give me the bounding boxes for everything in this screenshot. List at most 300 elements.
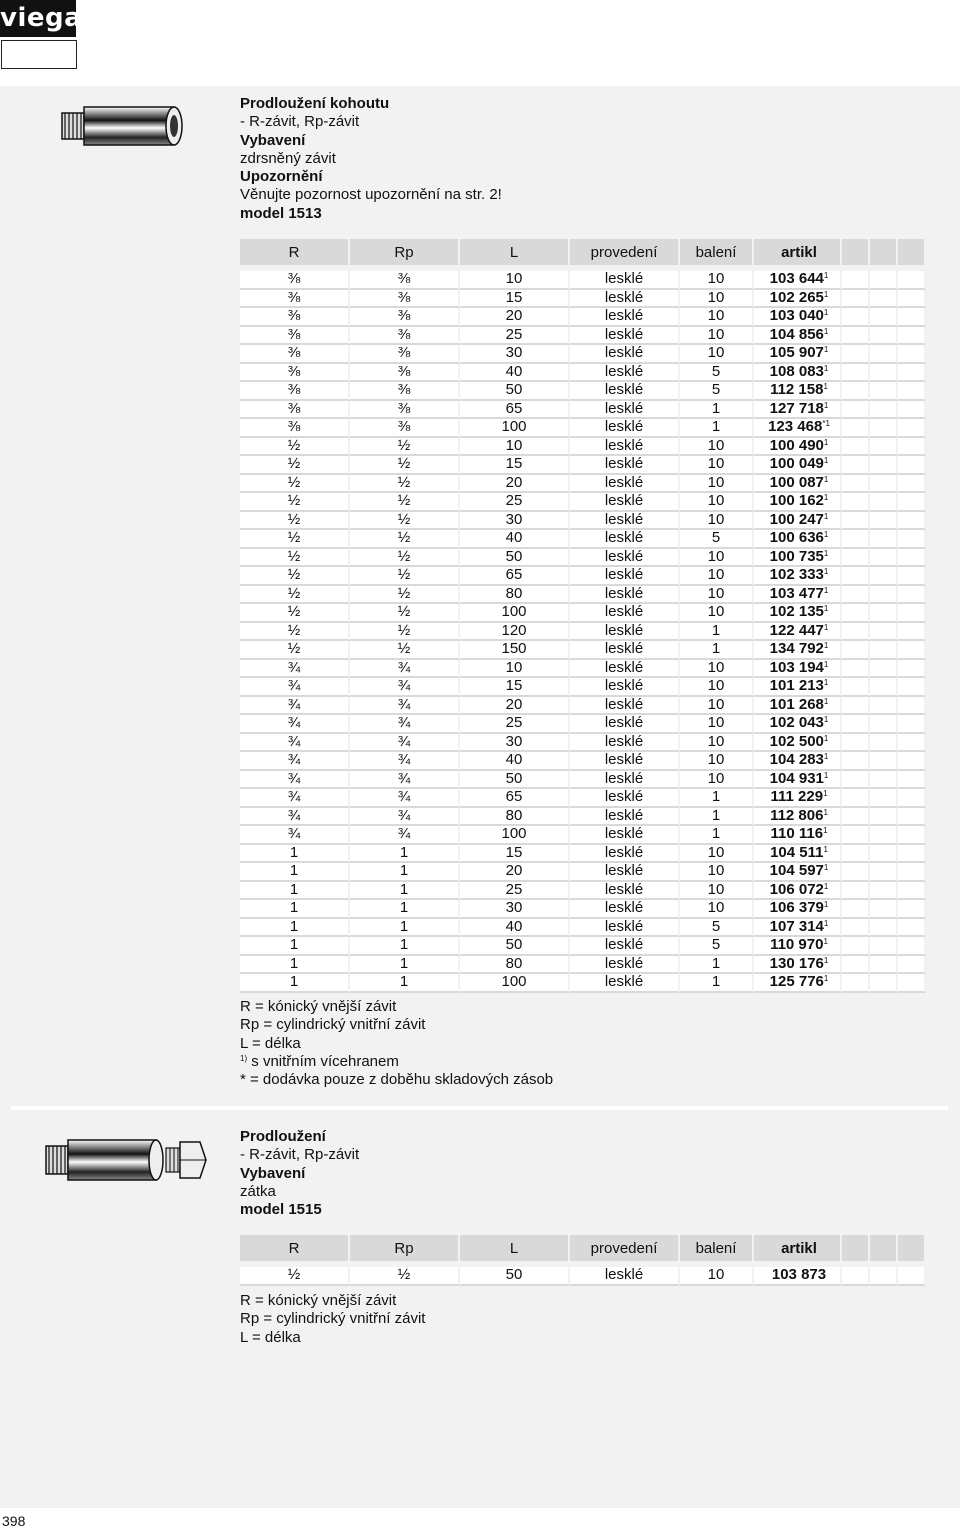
cell-empty [842,808,870,827]
article-number: 102 500 [769,732,824,750]
table-row [240,530,926,549]
cell-empty [898,974,926,993]
footnote-marker: 1 [823,308,829,318]
cell-l: 30 [460,345,570,364]
cell-artikl [754,808,842,827]
cell-baleni: 10 [680,660,754,679]
legend-note-text: s vnitřním vícehranem [247,1052,399,1070]
article-number: 123 468 [768,418,823,436]
cell-provedeni: lesklé [570,937,680,956]
table-row [240,604,926,623]
footnote-marker: 1 [823,937,828,947]
cell-l: 25 [460,882,570,901]
cell-empty [842,586,870,605]
cell-rp: 1 [350,863,460,882]
table-row [240,808,926,827]
table-row [240,697,926,716]
col-header-r: R [240,1235,350,1261]
cell-rp: ½ [350,1267,460,1286]
cell-r: ⅜ [240,345,350,364]
footnote-marker: 1 [823,770,829,780]
cell-provedeni: lesklé [570,956,680,975]
cell-baleni: 10 [680,715,754,734]
cell-artikl [754,549,842,568]
cell-provedeni: lesklé [570,697,680,716]
cell-l: 100 [460,826,570,845]
cell-rp: ⅜ [350,345,460,364]
cell-provedeni: lesklé [570,604,680,623]
cell-r: ¾ [240,789,350,808]
footnote-marker: 1 [823,456,829,466]
cell-empty [870,678,898,697]
cell-empty [870,660,898,679]
cell-empty [842,327,870,346]
cell-rp: ½ [350,549,460,568]
cell-rp: 1 [350,900,460,919]
cell-artikl [754,771,842,790]
cell-artikl [754,900,842,919]
cell-rp: ¾ [350,752,460,771]
section2-table [240,1235,926,1286]
cell-baleni: 10 [680,567,754,586]
cell-baleni: 1 [680,623,754,642]
cell-r: ½ [240,623,350,642]
cell-empty [898,734,926,753]
cell-baleni: 10 [680,271,754,290]
cell-rp: ½ [350,623,460,642]
article-number: 102 135 [769,603,824,621]
cell-empty [898,604,926,623]
cell-baleni: 10 [680,882,754,901]
cell-rp: ¾ [350,789,460,808]
cell-r: 1 [240,845,350,864]
cell-empty [898,956,926,975]
article-number: 112 806 [770,806,824,824]
cell-empty [898,919,926,938]
cell-baleni: 1 [680,826,754,845]
cell-empty [870,401,898,420]
cell-empty [870,715,898,734]
cell-baleni: 10 [680,549,754,568]
cell-empty [842,974,870,993]
col-header-empty [898,1235,926,1261]
col-header-provedeni: provedení [570,239,680,265]
cell-l: 25 [460,327,570,346]
cell-provedeni: lesklé [570,974,680,993]
table-row [240,586,926,605]
cell-baleni: 10 [680,327,754,346]
footnote-marker: 1 [823,678,829,688]
article-number: 122 447 [769,621,824,639]
cell-empty [898,789,926,808]
cell-provedeni: lesklé [570,715,680,734]
cell-r: 1 [240,937,350,956]
cell-provedeni: lesklé [570,327,680,346]
legend-note [240,1035,553,1053]
legend-note [240,1016,553,1034]
logo-box [1,40,77,69]
table-row [240,401,926,420]
cell-empty [898,715,926,734]
cell-artikl [754,586,842,605]
cell-empty [898,345,926,364]
cell-rp: ⅜ [350,382,460,401]
cell-baleni: 10 [680,678,754,697]
cell-empty [842,549,870,568]
legend-note [240,1292,425,1310]
cell-artikl [754,1267,842,1286]
cell-rp: 1 [350,937,460,956]
cell-provedeni: lesklé [570,1267,680,1286]
cell-l: 100 [460,419,570,438]
cell-l: 25 [460,715,570,734]
cell-empty [842,475,870,494]
viega-logo: viega [0,0,76,37]
cell-baleni: 10 [680,771,754,790]
cell-provedeni: lesklé [570,734,680,753]
cell-rp: 1 [350,882,460,901]
cell-baleni: 1 [680,641,754,660]
footnote-marker: 1) [240,1053,248,1063]
cell-l: 65 [460,567,570,586]
cell-r: ¾ [240,826,350,845]
cell-artikl [754,826,842,845]
cell-empty [898,697,926,716]
table-row [240,771,926,790]
cell-empty [870,327,898,346]
cell-r: ½ [240,512,350,531]
cell-artikl [754,382,842,401]
article-number: 100 490 [769,436,824,454]
footnote-marker: 1 [823,400,829,410]
cell-rp: ¾ [350,734,460,753]
cell-empty [870,937,898,956]
cell-l: 65 [460,789,570,808]
footnote-marker: 1 [823,271,829,281]
cell-r: ½ [240,586,350,605]
article-number: 103 477 [769,584,824,602]
cell-artikl [754,308,842,327]
cell-r: ⅜ [240,308,350,327]
table-row [240,345,926,364]
legend-note [240,1053,553,1071]
cell-l: 20 [460,475,570,494]
cell-l: 40 [460,919,570,938]
article-number: 104 597 [769,862,824,880]
cell-provedeni: lesklé [570,345,680,364]
cell-r: ⅜ [240,419,350,438]
cell-l: 100 [460,604,570,623]
legend-note [240,1071,553,1089]
cell-l: 20 [460,863,570,882]
cell-provedeni: lesklé [570,919,680,938]
cell-artikl [754,530,842,549]
cell-r: ⅜ [240,382,350,401]
footnote-marker: 1 [823,955,829,965]
cell-artikl [754,604,842,623]
table-row [240,419,926,438]
cell-baleni: 10 [680,752,754,771]
cell-baleni: 1 [680,419,754,438]
cell-empty [898,771,926,790]
footnote-marker: 1 [823,604,829,614]
footnote-marker: 1 [823,863,829,873]
cell-empty [870,493,898,512]
cell-empty [870,771,898,790]
page-number: 398 [2,1513,26,1529]
cell-empty [842,826,870,845]
article-number: 125 776 [769,973,824,991]
cell-empty [898,308,926,327]
cell-empty [898,512,926,531]
footnote-marker: 1 [823,493,829,503]
description-line: Věnujte pozornost upozornění na str. 2! [240,186,502,204]
cell-provedeni: lesklé [570,752,680,771]
section2-title: Prodloužení [240,1128,326,1145]
cell-baleni: 10 [680,900,754,919]
cell-r: ⅜ [240,271,350,290]
cell-provedeni: lesklé [570,271,680,290]
cell-artikl [754,290,842,309]
cell-empty [870,789,898,808]
cell-baleni: 10 [680,345,754,364]
cell-empty [898,438,926,457]
cell-empty [870,882,898,901]
section-divider [11,1106,948,1110]
cell-baleni: 10 [680,734,754,753]
table-row [240,974,926,993]
cell-provedeni: lesklé [570,419,680,438]
cell-baleni: 1 [680,789,754,808]
extension-fitting-image [60,101,185,151]
cell-empty [842,660,870,679]
cell-empty [870,530,898,549]
footnote-marker: 1 [823,752,829,762]
cell-baleni: 10 [680,493,754,512]
cell-provedeni: lesklé [570,808,680,827]
table-row [240,364,926,383]
cell-empty [870,419,898,438]
cell-r: ½ [240,604,350,623]
cell-r: ½ [240,549,350,568]
cell-artikl [754,493,842,512]
col-header-empty [898,239,926,265]
cell-empty [870,604,898,623]
cell-r: ½ [240,475,350,494]
cell-baleni: 1 [680,808,754,827]
cell-rp: ½ [350,641,460,660]
cell-empty [842,493,870,512]
footnote-marker: 1 [823,530,829,540]
article-number: 100 735 [769,547,824,565]
cell-empty [870,382,898,401]
cell-artikl [754,419,842,438]
col-header-empty [870,239,898,265]
cell-l: 80 [460,808,570,827]
legend-note-text: L = délka [240,1328,301,1346]
legend-note-text: R = kónický vnější závit [240,1292,397,1309]
cell-provedeni: lesklé [570,438,680,457]
cell-rp: ¾ [350,715,460,734]
cell-l: 20 [460,308,570,327]
cell-empty [898,900,926,919]
cell-artikl [754,438,842,457]
footnote-marker: 1 [823,437,829,447]
cell-rp: ½ [350,438,460,457]
table-row [240,789,926,808]
footnote-marker: 1 [823,345,829,355]
col-header-l: L [460,239,570,265]
article-number: 108 083 [769,362,824,380]
legend-note-text: L = délka [240,1034,301,1052]
cell-provedeni: lesklé [570,623,680,642]
cell-empty [870,863,898,882]
cell-r: ½ [240,567,350,586]
article-number: 110 970 [770,936,824,954]
cell-artikl [754,789,842,808]
cell-empty [870,271,898,290]
cell-r: ¾ [240,715,350,734]
cell-empty [870,734,898,753]
legend-note-text: Rp = cylindrický vnitřní závit [240,1016,426,1034]
cell-artikl [754,863,842,882]
legend-note-text: * = dodávka pouze z doběhu skladových zásob [240,1071,554,1089]
article-number: 112 158 [770,381,824,399]
article-number: 110 116 [770,825,824,843]
cell-rp: ⅜ [350,308,460,327]
cell-provedeni: lesklé [570,900,680,919]
cell-empty [898,863,926,882]
footnote-marker: 1 [823,474,829,484]
table-row [240,308,926,327]
cell-empty [870,438,898,457]
cell-empty [870,1267,898,1286]
cell-artikl [754,974,842,993]
footnote-marker: 1 [823,382,828,392]
cell-r: 1 [240,900,350,919]
table-row [240,900,926,919]
cell-l: 120 [460,623,570,642]
article-number: 111 229 [770,788,824,806]
footnote-marker: 1 [823,641,829,651]
cell-empty [870,974,898,993]
cell-empty [842,364,870,383]
legend-note [240,1329,425,1347]
cell-l: 15 [460,678,570,697]
cell-empty [870,919,898,938]
cell-artikl [754,364,842,383]
cell-rp: ⅜ [350,364,460,383]
article-number: 104 511 [770,843,824,861]
footnote-marker: 1 [823,900,829,910]
cell-artikl [754,327,842,346]
cell-empty [842,697,870,716]
cell-baleni: 5 [680,382,754,401]
cell-l: 50 [460,382,570,401]
cell-empty [842,438,870,457]
cell-empty [842,641,870,660]
cell-empty [842,919,870,938]
cell-empty [898,937,926,956]
article-number: 104 931 [769,769,824,787]
cell-provedeni: lesklé [570,290,680,309]
table-row [240,845,926,864]
cell-artikl [754,512,842,531]
cell-provedeni: lesklé [570,882,680,901]
cell-provedeni: lesklé [570,549,680,568]
description-line: - R-závit, Rp-závit [240,1146,360,1164]
article-number: 100 247 [769,510,824,528]
cell-l: 10 [460,660,570,679]
cell-artikl [754,882,842,901]
cell-rp: ½ [350,512,460,531]
table-header-row [240,1235,926,1261]
cell-empty [842,401,870,420]
cell-artikl [754,456,842,475]
col-header-empty [842,1235,870,1261]
cell-empty [898,586,926,605]
cell-baleni: 1 [680,956,754,975]
cell-empty [842,604,870,623]
cell-empty [898,641,926,660]
table-row [240,493,926,512]
cell-rp: ½ [350,604,460,623]
cell-r: ½ [240,493,350,512]
article-number: 100 636 [769,529,824,547]
table-header-row [240,239,926,265]
cell-baleni: 5 [680,530,754,549]
cell-r: 1 [240,919,350,938]
cell-provedeni: lesklé [570,567,680,586]
cell-r: ½ [240,530,350,549]
cell-baleni: 5 [680,937,754,956]
table-row [240,475,926,494]
cell-baleni: 5 [680,919,754,938]
cell-empty [898,401,926,420]
footnote-marker: 1 [823,881,829,891]
cell-r: ⅜ [240,290,350,309]
article-number: 105 907 [769,344,824,362]
cell-empty [870,900,898,919]
cell-baleni: 10 [680,475,754,494]
cell-empty [842,937,870,956]
cell-l: 25 [460,493,570,512]
cell-empty [870,549,898,568]
cell-rp: ¾ [350,771,460,790]
col-header-l: L [460,1235,570,1261]
col-header-rp: Rp [350,239,460,265]
cell-baleni: 10 [680,456,754,475]
col-header-baleni: balení [680,1235,754,1261]
cell-empty [898,530,926,549]
cell-artikl [754,845,842,864]
cell-empty [898,493,926,512]
cell-r: ½ [240,456,350,475]
article-number: 130 176 [769,954,824,972]
cell-baleni: 10 [680,308,754,327]
cell-empty [898,826,926,845]
table-row [240,438,926,457]
cell-artikl [754,715,842,734]
cell-empty [870,752,898,771]
cell-empty [842,456,870,475]
cell-empty [898,678,926,697]
cell-l: 50 [460,549,570,568]
cell-l: 40 [460,752,570,771]
cell-r: ½ [240,1267,350,1286]
cell-rp: ⅜ [350,419,460,438]
footnote-marker: 1 [823,511,829,521]
